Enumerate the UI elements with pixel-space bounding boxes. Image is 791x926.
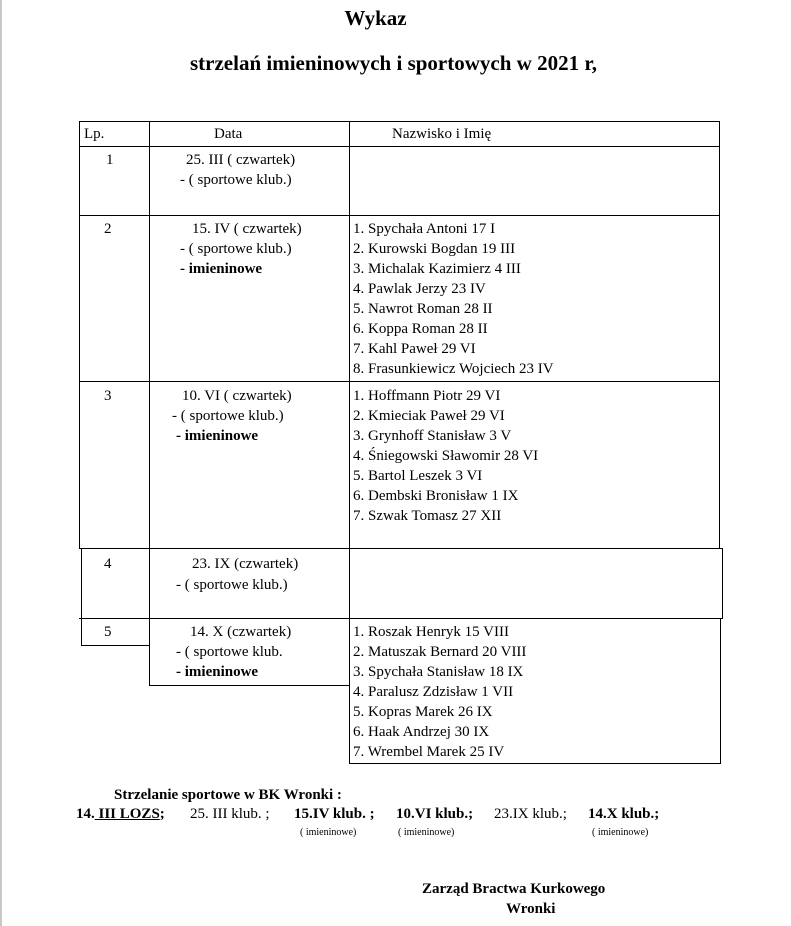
document-title: Wykaz bbox=[344, 6, 407, 30]
footer-note-3: ( imieninowe) bbox=[592, 827, 649, 838]
row-5-sport: - ( sportowe klub. bbox=[176, 644, 283, 660]
list-item: 4. Śniegowski Sławomir 28 VI bbox=[353, 448, 539, 464]
row-4-sport: - ( sportowe klub.) bbox=[176, 577, 288, 593]
row-3-date: 10. VI ( czwartek) bbox=[182, 388, 292, 404]
list-item: 2. Kurowski Bogdan 19 III bbox=[353, 241, 516, 257]
list-item: 4. Pawlak Jerzy 23 IV bbox=[353, 281, 486, 297]
list-item: 6. Haak Andrzej 30 IX bbox=[353, 724, 490, 740]
list-item: 5. Nawrot Roman 28 II bbox=[353, 301, 493, 317]
footer-note-2: ( imieninowe) bbox=[398, 827, 455, 838]
header-lp: Lp. bbox=[84, 126, 105, 142]
footer-shoot-1-num: 14. bbox=[76, 806, 95, 822]
footer-shoot-3: 15.IV klub. ; bbox=[294, 806, 375, 822]
footer-shoot-1-name: III LOZS bbox=[94, 806, 160, 822]
list-item: 6. Koppa Roman 28 II bbox=[353, 321, 488, 337]
list-item: 2. Matuszak Bernard 20 VIII bbox=[353, 644, 527, 660]
list-item: 6. Dembski Bronisław 1 IX bbox=[353, 488, 519, 504]
list-item: 8. Frasunkiewicz Wojciech 23 IV bbox=[353, 361, 554, 377]
footer-shoot-5: 23.IX klub.; bbox=[494, 806, 567, 822]
header-name: Nazwisko i Imię bbox=[392, 126, 492, 142]
list-item: 7. Kahl Paweł 29 VI bbox=[353, 341, 476, 357]
list-item: 7. Wrembel Marek 25 IV bbox=[353, 744, 505, 760]
list-item: 3. Grynhoff Stanisław 3 V bbox=[353, 428, 512, 444]
row-5-date: 14. X (czwartek) bbox=[190, 624, 292, 640]
row-5-names bbox=[353, 622, 526, 762]
footer-shoot-1-sep: ; bbox=[159, 806, 165, 822]
footer-heading: Strzelanie sportowe w BK Wronki : bbox=[114, 787, 342, 803]
row-5-imieninowe: - imieninowe bbox=[176, 664, 259, 680]
header-date: Data bbox=[214, 126, 243, 142]
page-edge bbox=[0, 0, 2, 926]
footer-shoot-1 bbox=[76, 806, 165, 823]
list-item: 1. Hoffmann Piotr 29 VI bbox=[353, 388, 501, 404]
list-item: 1. Spychała Antoni 17 I bbox=[353, 221, 496, 237]
list-item: 7. Szwak Tomasz 27 XII bbox=[353, 508, 502, 524]
row-4-lp: 4 bbox=[104, 556, 112, 572]
row-3-sport: - ( sportowe klub.) bbox=[172, 408, 284, 424]
footer-shoot-6: 14.X klub.; bbox=[588, 806, 660, 822]
row-2-lp: 2 bbox=[104, 221, 112, 237]
list-item: 4. Paralusz Zdzisław 1 VII bbox=[353, 684, 514, 700]
list-item: 3. Spychała Stanisław 18 IX bbox=[353, 664, 524, 680]
list-item: 2. Kmieciak Paweł 29 VI bbox=[353, 408, 505, 424]
signature-line-2: Wronki bbox=[506, 901, 556, 917]
document-subtitle: strzelań imieninowych i sportowych w 2021 r, bbox=[190, 51, 597, 75]
row-3-names bbox=[353, 386, 538, 526]
row-4-date: 23. IX (czwartek) bbox=[192, 556, 299, 572]
row-3-imieninowe: - imieninowe bbox=[176, 428, 259, 444]
row-1-date: 25. III ( czwartek) bbox=[186, 152, 296, 168]
row-2-names bbox=[353, 219, 554, 379]
row-2-sport: - ( sportowe klub.) bbox=[180, 241, 292, 257]
row-1-lp: 1 bbox=[106, 152, 114, 168]
row-1-sport: - ( sportowe klub.) bbox=[180, 172, 292, 188]
footer-shoot-2: 25. III klub. ; bbox=[190, 806, 270, 822]
list-item: 3. Michalak Kazimierz 4 III bbox=[353, 261, 521, 277]
signature-line-1: Zarząd Bractwa Kurkowego bbox=[422, 881, 606, 897]
list-item: 5. Bartol Leszek 3 VI bbox=[353, 468, 483, 484]
row-2-date: 15. IV ( czwartek) bbox=[192, 221, 302, 237]
row-5-lp: 5 bbox=[104, 624, 112, 640]
list-item: 5. Kopras Marek 26 IX bbox=[353, 704, 493, 720]
row-3-lp: 3 bbox=[104, 388, 112, 404]
footer-shoot-4: 10.VI klub.; bbox=[396, 806, 474, 822]
footer-note-1: ( imieninowe) bbox=[300, 827, 357, 838]
list-item: 1. Roszak Henryk 15 VIII bbox=[353, 624, 509, 640]
row-2-imieninowe: - imieninowe bbox=[180, 261, 263, 277]
